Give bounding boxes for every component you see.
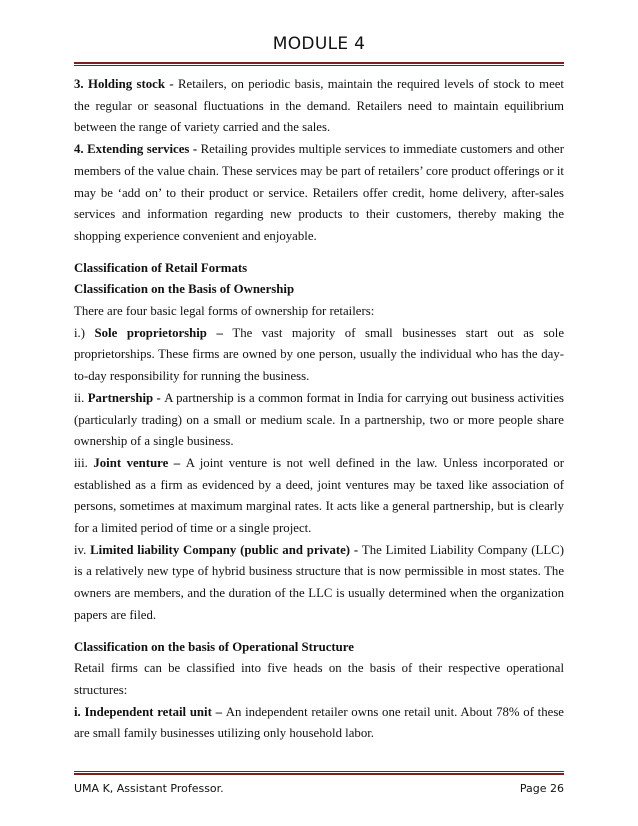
paragraph-joint-venture: iii. Joint venture – A joint venture is not well defined in the law. Unless incorporated or established as a firm as evidenced by a deed, joint ventures may be taxed like association of persons, sometimes at maximum marginal rates. It acts like a general partnership, but is clearly for a limited period of time or a single project. xyxy=(74,455,564,536)
footer-rule xyxy=(74,771,564,775)
term-joint-venture: Joint venture – xyxy=(93,455,186,470)
paragraph-holding-stock: 3. Holding stock - Retailers, on periodic basis, maintain the required levels of stock to meet the regular or seasonal fluctuations in the demand. Retailers need to maintain equilibrium between the range of variety carried and the sales. xyxy=(74,77,564,135)
footer-author: UMA K, Assistant Professor. xyxy=(74,782,224,795)
paragraph-sole-proprietorship: i.) Sole proprietorship – The vast majority of small businesses start out as sole proprietorships. These firms are owned by one person, usually the individual who has the day-to-day responsibility for running the business. xyxy=(74,325,565,384)
section-heading: Classification of Retail Formats xyxy=(74,260,248,275)
paragraph-independent-retail: i. Independent retail unit – An independent retailer owns one retail unit. About 78% of these are small family businesses utilizing only household labor. xyxy=(74,704,564,741)
module-title: MODULE 4 xyxy=(272,34,366,54)
paragraph-partnership: ii. Partnership - A partnership is a common format in India for carrying out business activities (particularly trading) on a small or medium scale. In a partnership, two or more people share ownership of a single business. xyxy=(74,390,564,449)
subsection-heading-operational: Classification on the basis of Operational Structure xyxy=(74,639,354,654)
term-extending-services: 4. Extending services - xyxy=(74,142,201,157)
subsection-heading: Classification on the Basis of Ownership xyxy=(74,282,295,297)
document-body xyxy=(74,74,564,745)
header-rule xyxy=(74,62,564,66)
paragraph-llc: iv. Limited liability Company (public and private) - The Limited Liability Company (LLC) is a relatively new type of hybrid business structure that is now permissible in most states. The owners are members, and the duration of the LLC is usually determined when the organization papers are filed. xyxy=(74,542,564,622)
page-footer xyxy=(74,782,564,795)
term-partnership: Partnership - xyxy=(87,390,165,405)
term-holding-stock: 3. Holding stock - xyxy=(74,77,178,91)
paragraph-intro-ownership: There are four basic legal forms of ownership for retailers: xyxy=(74,304,375,319)
term-independent-retail: i. Independent retail unit – xyxy=(74,704,226,719)
paragraph-extending-services: 4. Extending services - Retailing provides multiple services to immediate customers and other members of the value chain. These services may be part of retailers’ core product offerings or it may be ‘add on’ to their product or service. Retailers offer credit, home delivery, after-sales services and information regarding new products to their customers, thereby making the shopping experience convenient and enjoyable. xyxy=(74,142,564,243)
paragraph-intro-operational: Retail firms can be classified into five heads on the basis of their respective operational structures: xyxy=(74,661,564,697)
page-number: Page 26 xyxy=(519,782,564,795)
term-sole-proprietorship: Sole proprietorship – xyxy=(94,325,233,340)
term-llc: Limited liability Company (public and private) - xyxy=(90,542,362,557)
